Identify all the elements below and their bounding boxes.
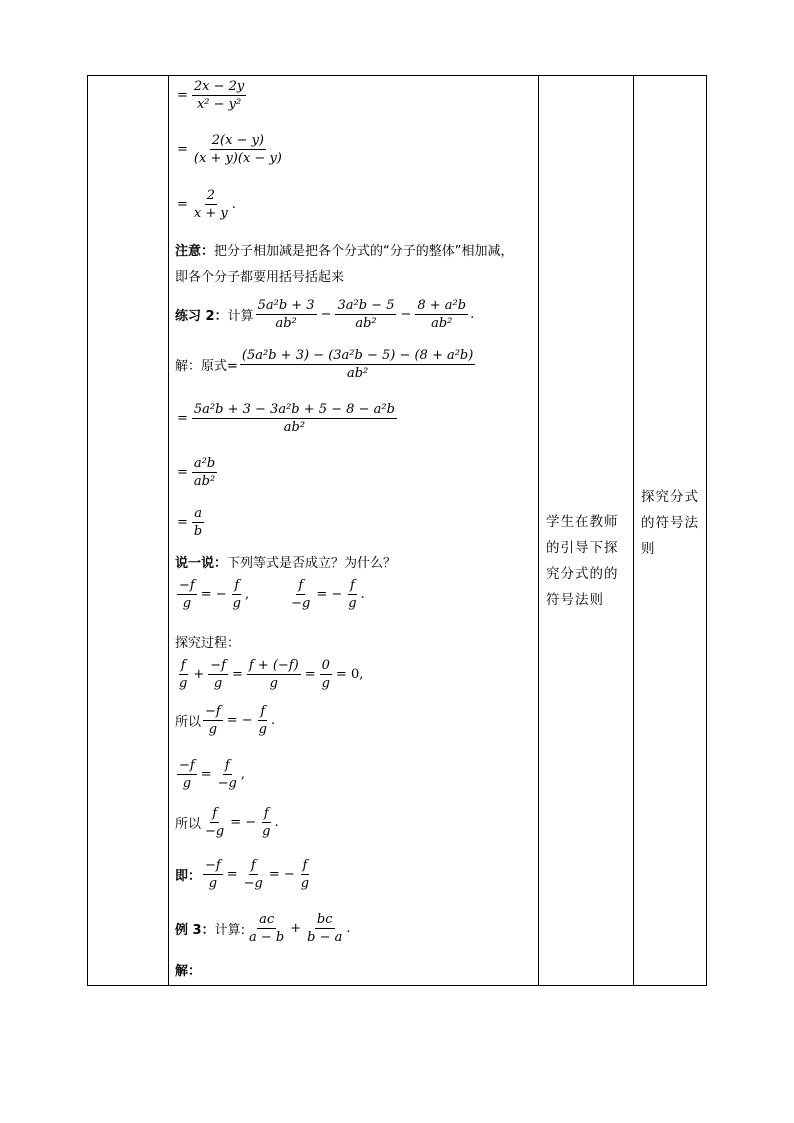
exploration-step-2: 所以 $\frac{-f}{g}$ = − $\frac{f}{g}$ . [175,704,276,737]
example-3: 例 3： 计算: $\frac{ac}{a - b}$ + $\frac{bc}{b - a}$ . [175,912,351,945]
exploration-step-3: $\frac{-f}{g}$ = $\frac{f}{-g}$ , [179,758,245,791]
fraction: $\frac{f + (-f)}{g}$ [248,658,299,691]
step-line-2: = $\frac{2(x - y)}{(x + y)(x - y)}$ [177,133,282,166]
fraction: $\frac{\text{5a²b + 3 − 3a²b + 5 − 8 − a²b}}{\text{ab²}}$ [193,402,395,435]
fraction: $\frac{f}{g}$ [300,858,310,891]
fraction: $\frac{\text{5a²b + 3}}{\text{ab²}}$ [257,298,315,331]
student-activity-cell: 学生在教师的引导下探究分式的的符号法则 [546,514,619,608]
exploration-step-4: 所以 $\frac{f}{-g}$ = − $\frac{f}{g}$ . [175,806,279,839]
fraction: $\frac{2(x - y)}{(x + y)(x - y)}$ [193,133,282,166]
discussion-prompt: 说一说： 下列等式是否成立？为什么？ [175,556,397,571]
conclusion-line: 即： $\frac{-f}{g}$ = $\frac{f}{-g}$ = − $\frac{f}{g}$ [175,858,310,891]
fraction: $\frac{2x - 2y}{\text{x² − y²}}$ [193,79,245,112]
fraction: $\frac{-f}{g}$ [210,658,226,691]
exercise-2: 练习 2： 计算 $\frac{\text{5a²b + 3}}{\text{ab²}}$ − $\frac{\text{3a²b − 5}}{\text{ab²}}$ − $\frac{\text{8 + a²b}}{\text{ab²}}$ . [175,298,475,331]
fraction: $\frac{f}{g}$ [179,658,188,691]
solution-line-1: 解：原式= $\frac{\text{(5a²b + 3) − (3a²b − 5) − (8 + a²b)}}{\text{ab²}}$ [175,348,474,381]
fraction: $\frac{-f}{g}$ [179,758,195,791]
fraction: $\frac{-f}{g}$ [205,858,221,891]
teaching-content-cell [169,76,537,985]
fraction: $\frac{ac}{a - b}$ [248,912,285,945]
solution-start: 解： [175,964,202,979]
fraction: $\frac{\text{(5a²b + 3) − (3a²b − 5) − (8 + a²b)}}{\text{ab²}}$ [241,348,474,381]
exploration-step-1: $\frac{f}{g}$ + $\frac{-f}{g}$ = $\frac{f + (-f)}{g}$ = $\frac{0}{g}$ = 0, [179,658,364,691]
fraction: $\frac{a}{b}$ [193,506,203,539]
fraction: $\frac{f}{-g}$ [243,858,263,891]
col-divider-3 [633,76,634,985]
fraction: $\frac{f}{-g}$ [205,806,225,839]
fraction: $\frac{f}{g}$ [348,578,357,611]
fraction: $\frac{\text{8 + a²b}}{\text{ab²}}$ [417,298,467,331]
exploration-label: 探究过程： [175,636,241,651]
design-intent-cell: 探究分式的符号法则 [641,489,699,557]
fraction: $\frac{f}{g}$ [262,806,271,839]
fraction: $\frac{f}{-g}$ [217,758,237,791]
step-line-1: = $\frac{2x - 2y}{\text{x² − y²}}$ [177,79,245,112]
solution-line-4: = $\frac{a}{b}$ [177,506,203,539]
fraction: $\frac{0}{g}$ [321,658,330,691]
fraction: $\frac{\text{a²b}}{\text{ab²}}$ [193,456,216,489]
fraction: $\frac{bc}{b - a}$ [307,912,343,945]
fraction: $\frac{f}{g}$ [258,704,267,737]
solution-line-3: = $\frac{\text{a²b}}{\text{ab²}}$ [177,456,216,489]
fraction: $\frac{f}{g}$ [232,578,241,611]
fraction: $\frac{2}{x + y}$ [193,188,228,221]
fraction: $\frac{-f}{g}$ [205,704,221,737]
note-line-2: 即各个分子都要用括号括起来 [175,270,345,285]
col-divider-2 [538,76,539,985]
fraction: $\frac{-f}{g}$ [179,578,195,611]
lesson-table [87,75,707,986]
step-line-3: = $\frac{2}{x + y}$ . [177,188,236,221]
fraction: $\frac{\text{3a²b − 5}}{\text{ab²}}$ [337,298,395,331]
solution-line-2: = $\frac{\text{5a²b + 3 − 3a²b + 5 − 8 − a²b}}{\text{ab²}}$ [177,402,395,435]
note-line-1: 注意： 把分子相加减是把各个分式的“分子的整体”相加减， [175,244,514,259]
equation-pair: $\frac{-f}{g}$ = − $\frac{f}{g}$ , $\frac{f}{-g}$ = − $\frac{f}{g}$ . [179,578,365,611]
fraction: $\frac{f}{-g}$ [291,578,311,611]
